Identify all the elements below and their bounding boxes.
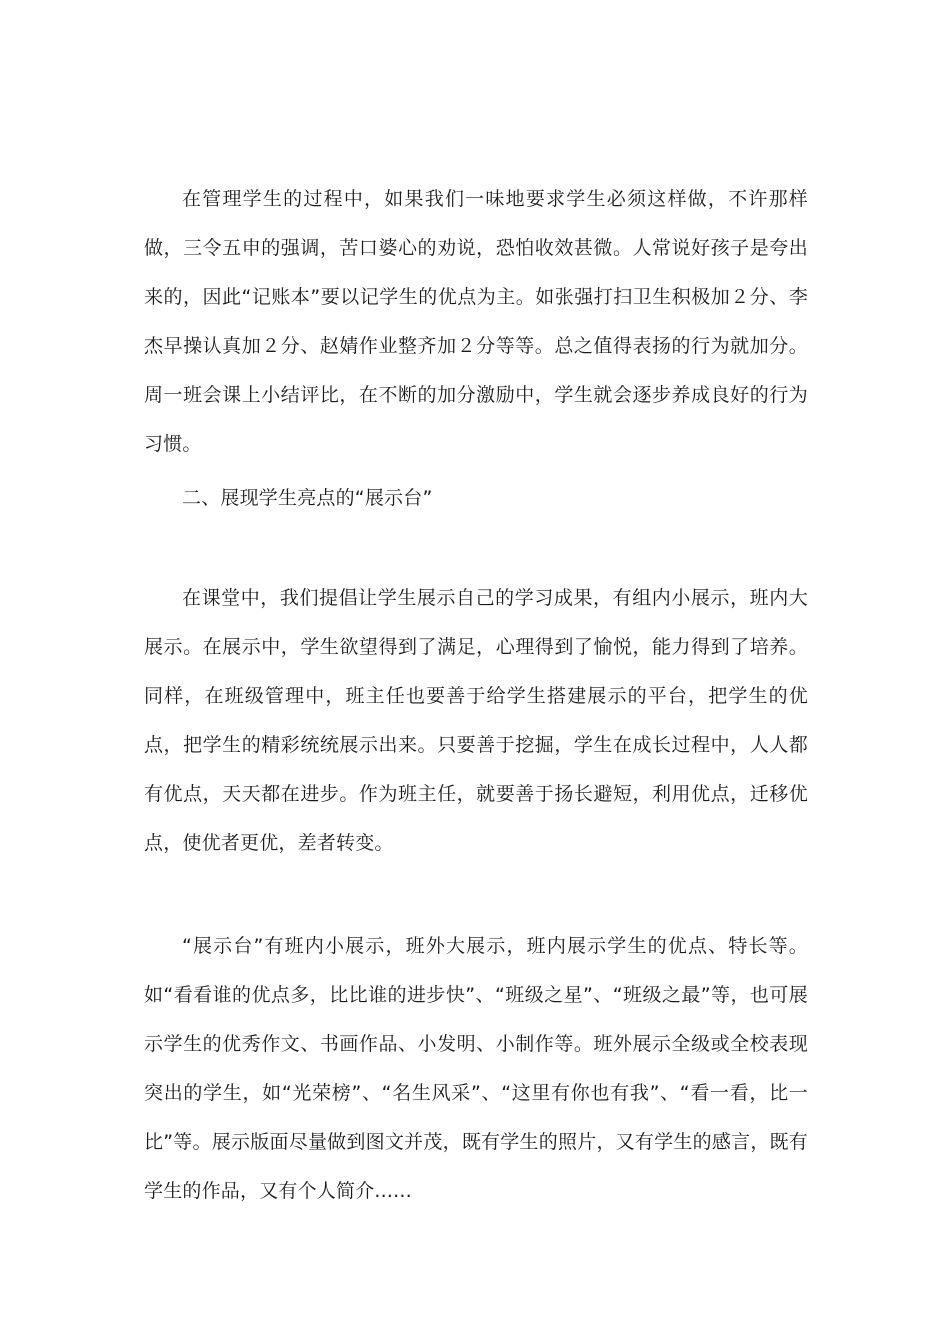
section-heading-showcase: 二、展现学生亮点的“展示台” bbox=[182, 487, 433, 509]
paragraph-praise-account: 在管理学生的过程中，如果我们一味地要求学生必须这样做，不许那样做，三令五申的强调，苦口婆心的劝说，恐怕收效甚微。人常说好孩子是夸出来的，因此“记账本”要以记学生的优点为主。如张强打扫卫生积极加２分、李杰早操认真加２分、赵婧作业整齐加２分等等。总之值得表扬的行为就加分。周一班会课上小结评比，在不断的加分激励中，学生就会逐步养成良好的行为习惯。 bbox=[144, 188, 808, 455]
paragraph-showcase-board: “展示台”有班内小展示，班外大展示，班内展示学生的优点、特长等。如“看看谁的优点多，比比谁的进步快”、“班级之星”、“班级之最”等，也可展示学生的优秀作文、书画作品、小发明、小制作等。班外展示全级或全校表现突出的学生，如“光荣榜”、“名生风采”、“这里有你也有我”、“看一看，比一比”等。展示版面尽量做到图文并茂，既有学生的照片，又有学生的感言，既有学生的作品，又有个人简介...... bbox=[144, 935, 808, 1202]
paragraph-classroom-showcase: 在课堂中，我们提倡让学生展示自己的学习成果，有组内小展示，班内大展示。在展示中，学生欲望得到了满足，心理得到了愉悦，能力得到了培养。同样，在班级管理中，班主任也要善于给学生搭建展示的平台，把学生的优点，把学生的精彩统统展示出来。只要善于挖掘，学生在成长过程中，人人都有优点，天天都在进步。作为班主任，就要善于扬长避短，利用优点，迁移优点，使优者更优，差者转变。 bbox=[144, 587, 808, 854]
